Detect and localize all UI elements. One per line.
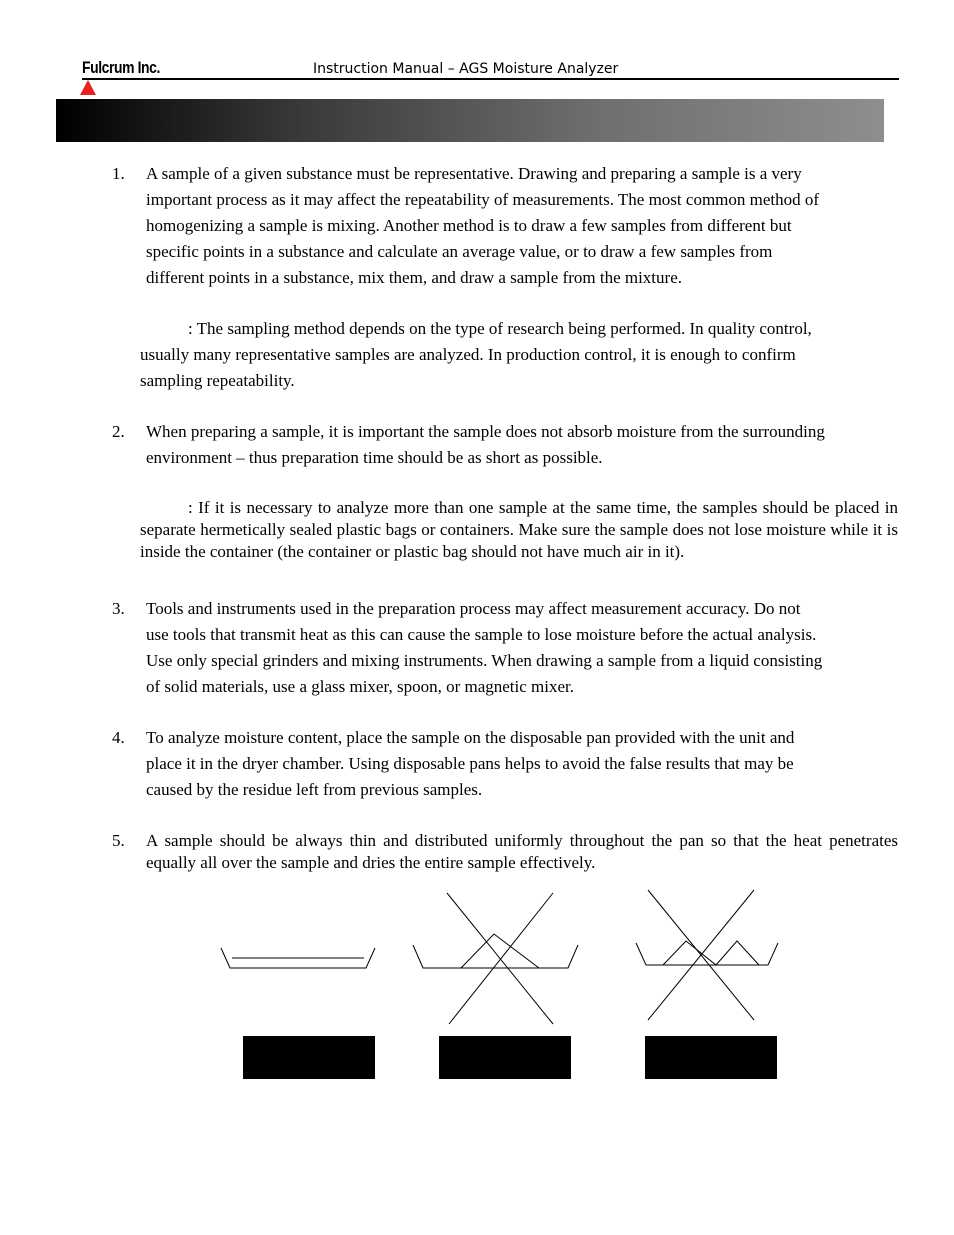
diagram-label-box — [439, 1036, 571, 1079]
text-line: different points in a substance, mix them, and draw a sample from the mixture. — [146, 268, 682, 287]
section-heading-bar — [56, 99, 884, 142]
text-line: When preparing a sample, it is important the sample does not absorb moisture from the surrounding — [146, 422, 825, 441]
text-line: caused by the residue left from previous samples. — [146, 780, 483, 799]
text-line: sampling repeatability. — [140, 371, 295, 390]
incorrect-heap-pan — [413, 893, 578, 1024]
text-line: To analyze moisture content, place the sample on the disposable pan provided with the unit and — [146, 728, 795, 747]
item-number: 5. — [112, 831, 125, 850]
correct-thin-layer-pan — [221, 948, 375, 968]
text-line: : The sampling method depends on the type of research being performed. In quality control, — [188, 319, 812, 338]
text-line: environment – thus preparation time should be as short as possible. — [146, 448, 603, 467]
logo-triangle-icon — [80, 80, 96, 95]
list-item-5: A sample should be always thin and distributed uniformly throughout the pan so that the heat penetrates equally all over the sample and dries the entire sample effectively. — [146, 831, 898, 872]
item-number: 2. — [112, 422, 125, 441]
note-2: : If it is necessary to analyze more than one sample at the same time, the samples should be placed in separate hermetically sealed plastic bags or containers. Make sure the sample does not lose moisture while it is inside the container (the container or plastic bag should not have much air in it). — [140, 498, 898, 561]
header-divider — [82, 78, 899, 80]
list-item-2 — [146, 419, 906, 471]
text-line: Tools and instruments used in the preparation process may affect measurement accuracy. Do not — [146, 599, 801, 618]
text-line: use tools that transmit heat as this can cause the sample to lose moisture before the actual analysis. — [146, 625, 817, 644]
text-line: homogenizing a sample is mixing. Another method is to draw a few samples from different but — [146, 216, 792, 235]
list-item-3 — [146, 596, 906, 700]
text-line: place it in the dryer chamber. Using disposable pans helps to avoid the false results that may be — [146, 754, 794, 773]
company-logo: Fulcrum Inc. — [82, 58, 160, 77]
note-1 — [140, 316, 900, 394]
item-number: 3. — [112, 599, 125, 618]
item-number: 4. — [112, 728, 125, 747]
text-line: Use only special grinders and mixing instruments. When drawing a sample from a liquid consisting — [146, 651, 823, 670]
page-header — [0, 0, 954, 90]
list-item-4 — [146, 725, 906, 803]
incorrect-uneven-pan — [636, 890, 778, 1020]
text-line: important process as it may affect the repeatability of measurements. The most common method of — [146, 190, 820, 209]
manual-title: Instruction Manual – AGS Moisture Analyzer — [313, 61, 619, 77]
diagram-label-box — [645, 1036, 777, 1079]
item-number: 1. — [112, 164, 125, 183]
text-line: usually many representative samples are analyzed. In production control, it is enough to confirm — [140, 345, 796, 364]
text-line: A sample of a given substance must be representative. Drawing and preparing a sample is a very — [146, 164, 802, 183]
text-line: of solid materials, use a glass mixer, spoon, or magnetic mixer. — [146, 677, 575, 696]
diagram-label-box — [243, 1036, 375, 1079]
text-line: specific points in a substance and calculate an average value, or to draw a few samples from — [146, 242, 773, 261]
list-item-1 — [146, 161, 906, 291]
